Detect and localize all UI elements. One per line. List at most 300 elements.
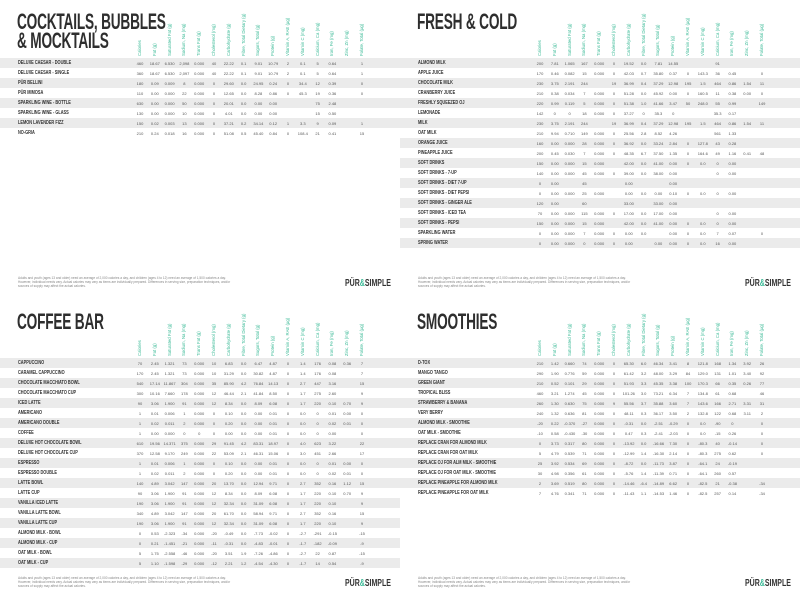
nutrient-value: -14.53 [652,491,665,496]
nutrient-value: 1.274 [564,391,575,396]
nutrient-value: 6.7 [640,151,647,156]
column-header [207,308,221,356]
nutrient-value: 0 [316,471,319,476]
nutrient-value: 121.8 [697,361,708,366]
nutrient-value: 0.000 [594,411,605,416]
nutrient-value: 275 [714,451,721,456]
nutrient-value: 178 [181,391,188,396]
nutrient-value: -0.430 [563,431,576,436]
nutrient-value: 32.34 [223,501,234,506]
footer-note: Adults and youth (ages 13 and older) need an average of 2,000 calories a day, and children (ages 4 to 12) need an average of 1,500 calories a day. However, individual needs vary. Actual calories may vary as items are individually prepared. Differences in serving size, preparation techniques, and/or sources of supply may affect the actual calories. [18,576,231,588]
nutrient-value: 0 [316,411,319,416]
nutrient-value: 0 [612,91,616,96]
nutrient-value: 464 [714,81,721,86]
column-header-label: Vitamin C (mg) [699,327,705,356]
column-header-label: Calories [537,340,542,356]
nutrient-value: 0 [760,451,764,456]
nutrient-value: 220 [314,401,321,406]
nutrient-value: 134.8 [697,391,708,396]
nutrient-value: 85.90 [223,381,234,386]
nutrient-value: 9 [316,121,319,126]
column-header [207,8,221,56]
nutrient-value: 0.00 [669,201,678,206]
column-header-label: Iron, Fe (mg) [729,331,735,356]
nutrient-value: 3.40 [743,371,752,376]
table-row [0,478,400,488]
nutrient-value: 0.000 [594,101,605,106]
nutrient-value: -80.3 [698,451,708,456]
nutrient-value: 2.21 [224,561,233,566]
column-header-label: Zinc, Zn (mg) [744,330,750,356]
nutrient-value: 39.00 [623,171,634,176]
nutrient-value: 0.16 [328,481,337,486]
nutrient-value: 143.3 [697,71,708,76]
nutrient-value: 0.47 [624,431,633,436]
nutrient-value: 0.317 [564,441,575,446]
nutrient-value: 6.62 [669,481,678,486]
nutrient-value: 0 [553,111,556,116]
nutrient-value: 0.000 [564,141,575,146]
nutrient-value: 0 [360,421,364,426]
nutrient-value: 352 [314,481,321,486]
nutrient-value: 0.70 [343,491,352,496]
column-header [666,8,680,56]
column-header-label: Vitamin C (mg) [699,27,705,56]
nutrient-value: -20 [537,421,543,426]
nutrient-value: -34 [181,531,188,536]
nutrient-value: 22.22 [223,71,234,76]
nutrient-value: 0.000 [194,551,205,556]
nutrient-value: 0 [286,421,290,426]
table-row [0,78,400,88]
nutrient-value: 2.1 [240,391,247,396]
item-name: ORANGE JUICE [418,140,448,146]
nutrient-value: 0.006 [164,461,175,466]
nutrient-value: 3.06 [150,521,159,526]
nutrient-value: 0 [286,371,290,376]
column-header-label: Trans Fat (g) [196,31,202,56]
nutrient-value: 610 [136,441,144,446]
column-header [177,8,191,56]
nutrient-value: 248.0 [697,101,708,106]
nutrient-value: 451 [314,451,321,456]
nutrient-value: 0.0 [700,191,706,196]
column-header [577,308,591,356]
nutrient-value: 0.4 [640,81,647,86]
nutrient-value: 18.67 [149,61,160,66]
nutrient-value: 1.7 [300,401,306,406]
nutrient-value: 1.01 [728,371,737,376]
nutrient-value: 1.900 [164,401,175,406]
nutrient-value: -14.89 [652,481,665,486]
nutrient-value: 48.35 [623,151,634,156]
column-header-label: Calcium, Ca (mg) [714,22,720,56]
nutrient-value: 36 [715,71,720,76]
nutrient-value: 36.99 [623,121,634,126]
nutrient-value: 110 [136,91,144,96]
nutrient-value: 41.00 [653,221,664,226]
nutrient-value: 0.00 [669,161,678,166]
nutrient-value: 48 [759,151,765,156]
nutrient-value: 84 [685,371,691,376]
item-name: SPARKLING WINE - GLASS [18,110,69,116]
nutrient-value: -13.92 [623,441,635,446]
nutrient-value: 0.000 [194,421,205,426]
column-header [355,308,369,356]
nutrient-value: -29 [181,561,188,566]
item-name: SOFT DRINKS - GINGER ALE [418,200,472,206]
nutrient-value: 160.5 [697,91,708,96]
nutrient-value: 370 [136,451,144,456]
column-header [533,8,547,56]
nutrient-value: 5 [316,71,319,76]
nutrient-value: 33.00 [623,201,634,206]
nutrient-value: 0 [286,441,290,446]
nutrient-value: 91 [182,521,187,526]
nutrient-value: 8.09 [254,401,263,406]
nutrient-value: 1.35 [669,151,678,156]
column-header [325,8,339,56]
nutrient-value: 0.14 [728,491,737,496]
nutrient-value: 0.53 [150,531,159,536]
nutrient-value: 0.00 [550,181,559,186]
nutrient-value: 91 [182,491,187,496]
nutrient-value: 6.08 [269,501,278,506]
nutrient-value: 0.00 [624,231,633,236]
nutrient-value: -0.31 [624,421,634,426]
nutrient-value: -9 [360,541,364,546]
nutrient-value: 3.50 [669,411,678,416]
nutrient-value: 1 [138,461,142,466]
nutrient-value: 0.01 [150,411,159,416]
nutrient-value: 0 [286,561,290,566]
nutrient-value: 0.00 [669,171,678,176]
nutrient-value: -14.46 [623,481,635,486]
nutrient-value: 176 [314,361,321,366]
table-row [0,58,400,68]
table-row [400,428,800,438]
nutrient-value: 0.09 [328,121,337,126]
nutrient-value: 0.000 [594,401,605,406]
nutrient-value: 0.000 [194,441,205,446]
nutrient-value: 1.42 [550,361,559,366]
nutrient-value: 244 [581,121,588,126]
nutrient-value: 11 [759,121,765,126]
nutrient-value: 3.042 [164,481,175,486]
nutrient-value: 46.44 [223,391,234,396]
column-header [311,308,325,356]
nutrient-value: 0.000 [564,161,575,166]
nutrient-value: 0.01 [328,461,337,466]
nutrient-value: 66 [715,381,720,386]
nutrient-value: 0 [686,451,690,456]
nutrient-value: 0.034 [564,91,575,96]
nutrient-value: 7.660 [164,391,175,396]
column-header [592,8,606,56]
nutrient-value: 9 [360,401,364,406]
nutrient-value: 1.065 [564,61,575,66]
nutrient-value: 0.21 [150,541,159,546]
nutrient-value: 34.4 [298,81,307,86]
nutrient-value: -30 [581,431,588,436]
nutrient-value: 0.52 [550,381,559,386]
nutrient-value: 0.000 [194,381,205,386]
item-name: LEMONADE [418,110,441,116]
nutrient-value: 10 [211,361,217,366]
nutrient-value: 0.000 [594,221,605,226]
column-header-label: Fibre, Total Dietary (g) [640,13,646,56]
nutrient-value: 7 [538,491,542,496]
nutrient-value: 0.50 [328,111,337,116]
nutrient-value: 0.000 [594,141,605,146]
nutrient-value: 0 [138,531,142,536]
nutrient-value: 0 [612,391,616,396]
nutrient-value: 6.47 [254,361,263,366]
nutrient-value: 35.88 [653,401,664,406]
nutrient-value: 0 [686,71,690,76]
nutrient-value: 45 [582,181,587,186]
nutrient-value: 0.000 [594,211,605,216]
column-headers [400,310,764,356]
nutrient-value: 21 [315,131,320,136]
nutrient-value: 460 [536,391,544,396]
nutrient-value: 36.92 [623,141,634,146]
item-name: COFFEE [18,430,34,436]
nutrient-value: 0 [716,221,719,226]
nutrient-value: 0.000 [194,401,205,406]
nutrient-value: 0.00 [550,221,559,226]
item-name: SOFT DRINKS - PEPSI [418,220,460,226]
nutrient-value: 90 [137,491,143,496]
column-header-label: Sodium, Na (mg) [581,323,587,356]
nutrient-value: 0.119 [564,101,575,106]
nutrient-value: 0.00 [343,411,352,416]
nutrient-value: 3.87 [669,461,678,466]
item-name: DELUXE CAESAR - DOUBLE [18,60,72,66]
nutrient-value: 24.95 [253,81,264,86]
nutrient-value: -20 [211,531,217,536]
nutrient-value: 0 [760,71,764,76]
nutrient-value: 6.530 [164,71,175,76]
nutrient-value: 19.56 [149,441,160,446]
nutrient-value: 147 [181,481,188,486]
table-row [400,488,800,498]
nutrient-value: 0.00 [550,241,559,246]
nutrient-value: 0.00 [343,461,352,466]
nutrient-value: 2 [286,61,290,66]
nutrient-value: -0.49 [224,531,234,536]
nutrient-value: 0.00 [254,411,263,416]
nutrient-value: -0.19 [727,461,737,466]
item-name: VANILLA LATTE BOWL [18,510,61,516]
nutrient-value: 4.87 [269,371,278,376]
nutrient-value: 3.38 [669,381,678,386]
nutrient-value: 122 [714,411,721,416]
nutrient-value: 0.00 [669,181,678,186]
nutrient-value: 0 [538,231,542,236]
nutrient-value: 0.003 [164,121,175,126]
nutrient-value: 12 [211,521,217,526]
nutrient-value: 1.7 [300,501,306,506]
nutrient-value: 3.22 [328,441,337,446]
nutrient-value: 6.34 [669,391,678,396]
table-row [0,538,400,548]
nutrient-value: 3.11 [743,411,751,416]
column-header-label: Trans Fat (g) [196,331,202,356]
nutrient-value: 6.08 [269,401,278,406]
nutrient-value: 41.00 [653,161,664,166]
nutrient-value: 13.70 [223,481,234,486]
nutrient-value: 0 [686,141,690,146]
nutrient-value: 1.75 [150,551,159,556]
nutrition-table [400,58,800,248]
nutrient-value: 4.89 [150,511,159,516]
column-header-label: Sugars, Total (g) [655,24,661,56]
nutrient-value: 0.0 [640,231,647,236]
nutrient-value: 11 [759,81,765,86]
nutrient-value: 0.01 [343,421,352,426]
item-name: DELUXE CAESAR - SINGLE [18,70,70,76]
nutrient-value: 0.00 [624,241,633,246]
nutrient-value: 130 [136,111,144,116]
nutrient-value: 0.00 [254,421,263,426]
nutrient-value: 46.31 [253,451,264,456]
nutrient-value: 0.000 [194,411,205,416]
nutrient-value: 0 [612,61,616,66]
table-row [400,408,800,418]
column-header-label: Saturated Fat (g) [566,23,572,56]
nutrient-value: 0.70 [343,401,352,406]
nutrient-value: 0.000 [194,461,205,466]
nutrient-value: 0.082 [564,71,575,76]
nutrient-value: 2.7 [300,381,306,386]
column-header-label: Sodium, Na (mg) [581,23,587,56]
nutrient-value: -12.99 [623,451,635,456]
nutrient-value: 7 [360,361,364,366]
nutrient-value: 0.0 [300,411,306,416]
nutrient-value: 0.00 [654,191,663,196]
nutrient-value: 0.000 [594,151,605,156]
column-header [755,8,769,56]
nutrient-value: 0.356 [564,471,575,476]
nutrient-value: 14.13 [268,381,279,386]
nutrient-value: 0.776 [564,371,575,376]
nutrient-value: 0.86 [728,81,737,86]
nutrient-value: -2.51 [653,421,663,426]
nutrient-value: 0.01 [269,461,278,466]
nutrient-value: 630 [136,101,144,106]
nutrient-value: -0.29 [668,421,678,426]
nutrient-value: 25.56 [623,131,634,136]
nutrient-value: 2.14 [669,451,678,456]
nutrient-value: 0.519 [564,481,575,486]
nutrient-value: 3.51 [224,551,233,556]
nutrient-value: 7 [583,231,586,236]
nutrient-value: 10 [211,371,217,376]
nutrient-value: 0.000 [594,191,605,196]
table-row [0,508,400,518]
nutrient-value: 1.5 [700,121,706,126]
nutrient-value: 0.00 [269,101,278,106]
table-row [400,68,800,78]
nutrient-value: 0 [686,241,690,246]
nutrient-value: 0.000 [564,171,575,176]
nutrient-value: 0.20 [224,421,233,426]
column-header [696,8,710,56]
nutrient-value: 0 [316,461,319,466]
nutrient-value: 74 [582,361,587,366]
table-row [0,488,400,498]
nutrient-value: 0.00 [743,91,752,96]
nutrient-value: 0.000 [194,121,205,126]
nutrient-value: 51.38 [623,101,634,106]
nutrient-value: 2 [183,421,186,426]
nutrient-value: 0.006 [164,411,175,416]
nutrient-value: 0.00 [150,91,159,96]
nutrient-value: 0.0 [300,471,306,476]
nutrient-value: 8.52 [654,131,663,136]
nutrient-value: 55.56 [623,401,634,406]
nutrient-value: 0.1 [240,71,247,76]
nutrient-value: 41.84 [253,391,264,396]
nutrient-value: 0.71 [669,471,678,476]
section-title: SMOOTHIES [417,309,498,334]
nutrient-value: 0.000 [164,101,175,106]
nutrient-value: 0 [316,431,319,436]
nutrient-value: 0.1 [300,71,306,76]
nutrient-value: 210 [536,361,544,366]
table-row [400,98,800,108]
table-row [400,388,800,398]
nutrient-value: 2.191 [564,81,575,86]
nutrient-value: 45.35 [653,381,664,386]
item-name: VANILLA LATTE CUP [18,520,58,526]
nutrient-value: 9 [360,521,364,526]
nutrient-value: 0.0 [640,461,647,466]
nutrient-value: 18.97 [268,441,279,446]
nutrient-value: 0.09 [150,81,159,86]
nutrient-value: 38.00 [653,171,664,176]
item-name: LATTE CUP [18,490,40,496]
nutrient-value: 129.0 [697,371,708,376]
footer-note: Adults and youth (ages 13 and older) need an average of 2,000 calories a day, and children (ages 4 to 12) need an average of 1,500 calories a day. However, individual needs vary. Actual calories may vary as items are individually prepared. Differences in serving size, preparation techniques, and/or sources of supply may affect the actual calories. [18,276,231,288]
nutrient-value: 9.94 [550,131,559,136]
column-header [163,308,177,356]
nutrient-value: 0.009 [164,81,175,86]
logo-ampersand: & [359,278,365,289]
nutrient-value: 0.64 [328,71,337,76]
nutrient-value: 55 [715,101,720,106]
nutrient-value: 0.000 [594,381,605,386]
nutrient-value: 19 [611,81,617,86]
column-header-label: Zinc, Zn (mg) [744,30,750,56]
nutrient-value: 143.6 [697,401,708,406]
nutrient-value: 0.000 [594,231,605,236]
nutrient-value: 149 [758,101,766,106]
nutrient-value: 45.3 [298,91,307,96]
nutrient-value: 75 [315,101,320,106]
nutrient-value: 40 [211,71,217,76]
nutrient-value: 0 [212,121,216,126]
nutrient-value: 0 [138,541,142,546]
nutrient-value: 1.9 [240,551,247,556]
nutrient-value: 0 [686,471,690,476]
nutrient-value: 168 [714,361,721,366]
nutrient-value: 0 [642,111,645,116]
nutrient-value: 18 [582,111,587,116]
nutrient-value: 0 [612,131,616,136]
nutrient-value: 3.21 [550,391,559,396]
